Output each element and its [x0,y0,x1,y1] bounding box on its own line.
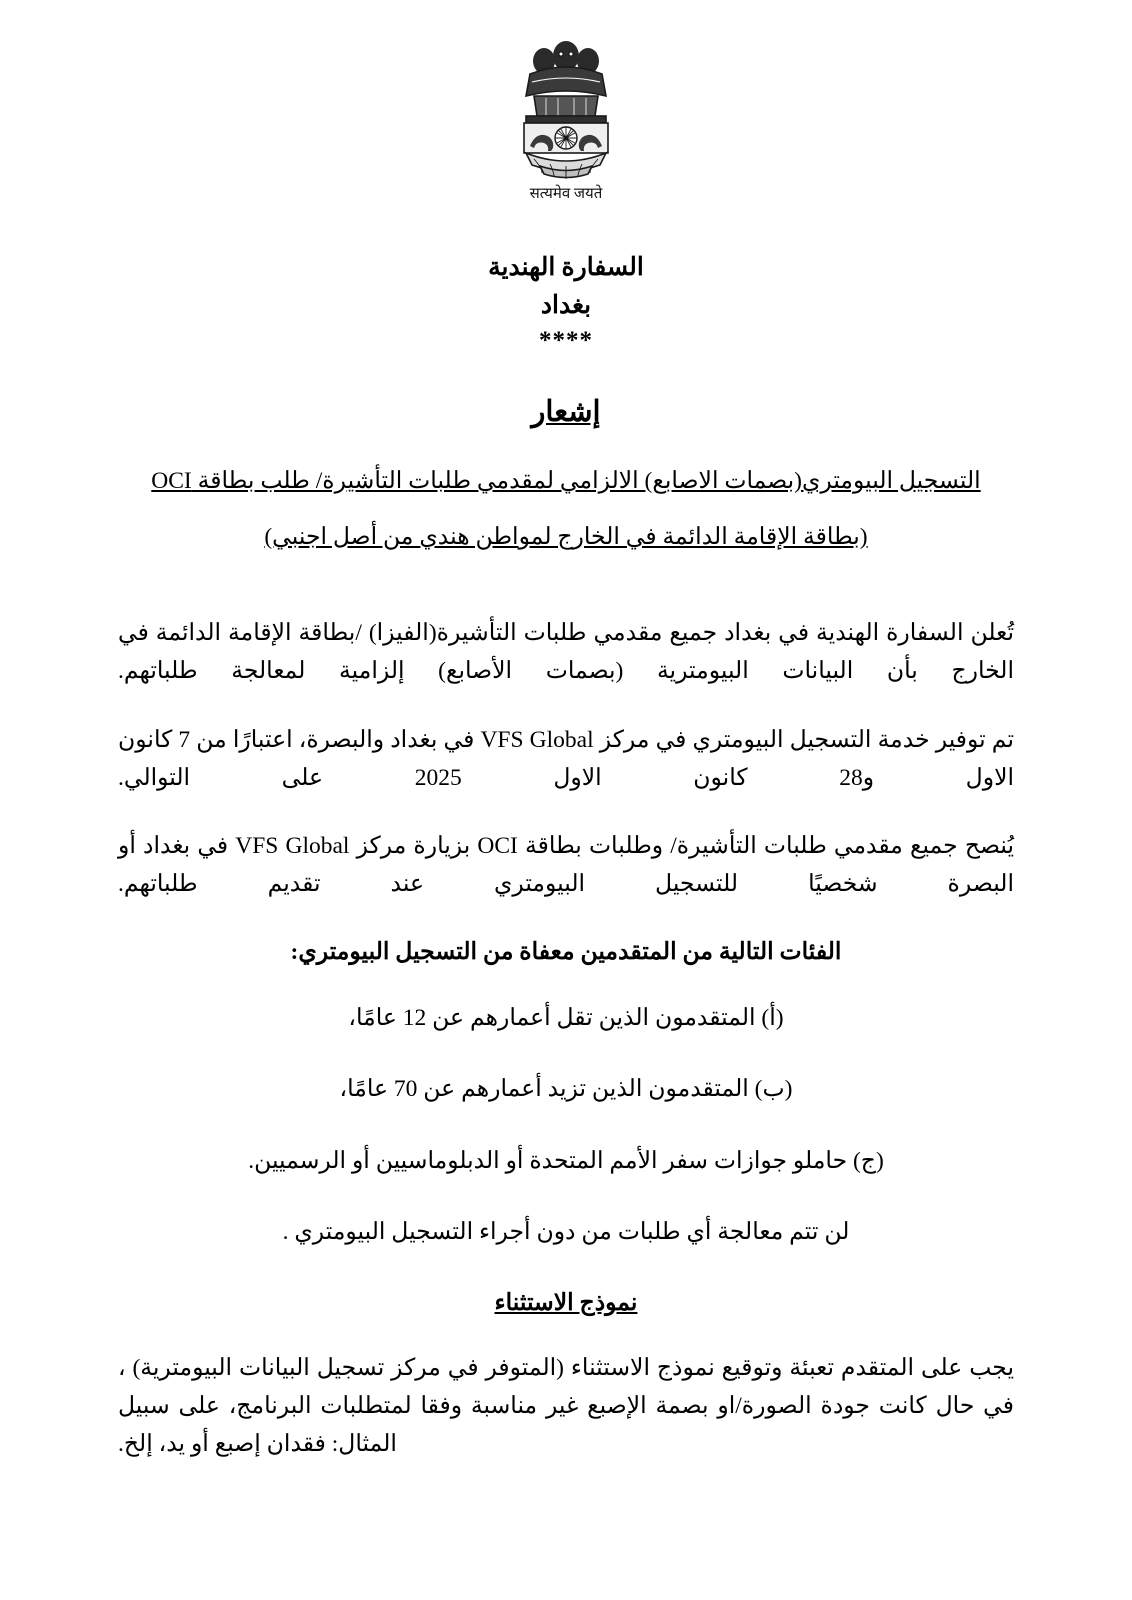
exemption-item-c: (ج) حاملو جوازات سفر الأمم المتحدة أو الدبلوماسيين أو الرسميين. [248,1147,884,1174]
exemption-item-a: (أ) المتقدمون الذين تقل أعمارهم عن 12 عامًا، [348,1004,784,1031]
paragraph-exception-form-details: يجب على المتقدم تعبئة وتوقيع نموذج الاستثناء (المتوفر في مركز تسجيل البيانات البيومترية) ، في حال كانت جودة الصورة/او بصمة الإصبع غير مناسبة وفقا لمتطلبات البرنامج، على سبيل المثال: فقدان إصبع أو يد، إلخ. [118,1354,1014,1457]
emblem-container [118,30,1014,215]
exemption-item-b: (ب) المتقدمون الذين تزيد أعمارهم عن 70 عامًا، [339,1076,793,1103]
svg-text:सत्यमेव जयते: सत्यमेव जयते [529,186,603,202]
paragraph-announcement: تُعلن السفارة الهندية في بغداد جميع مقدمي طلبات التأشيرة(الفيزا) /بطاقة الإقامة الدائمة في الخارج بأن البيانات البيومترية (بصمات الأصابع) إلزامية لمعالجة طلباتهم. [118,620,1014,685]
paragraph-processing-warning: لن تتم معالجة أي طلبات من دون أجراء التسجيل البيومتري . [282,1218,850,1245]
embassy-city: بغداد [540,291,592,319]
embassy-header [118,249,1014,358]
section-title-exception-form: نموذج الاستثناء [494,1289,638,1316]
state-emblem-of-india-icon [496,30,636,210]
page-title: إشعار [531,395,601,428]
embassy-name: السفارة الهندية [488,254,644,281]
subtitle-line-1: التسجيل البيومتري(بصمات الاصابع) الالزامي لمقدمي طلبات التأشيرة/ طلب بطاقة OCI [151,467,981,494]
subtitle-line-2: (بطاقة الإقامة الدائمة في الخارج لمواطن هندي من أصل اجنبي) [264,523,868,550]
paragraph-advice: يُنصح جميع مقدمي طلبات التأشيرة/ وطلبات بطاقة OCI بزيارة مركز VFS Global في بغداد أو البصرة شخصيًا للتسجيل البيومتري عند تقديم طلباتهم. [118,832,1015,897]
exemption-heading: الفئات التالية من المتقدمين معفاة من التسجيل البيومتري: [290,938,842,965]
paragraph-service-availability: تم توفير خدمة التسجيل البيومتري في مركز VFS Global في بغداد والبصرة، اعتبارًا من 7 كانون الاول و28 كانون الاول 2025 على التوالي. [118,726,1015,791]
divider-stars: **** [539,327,593,354]
